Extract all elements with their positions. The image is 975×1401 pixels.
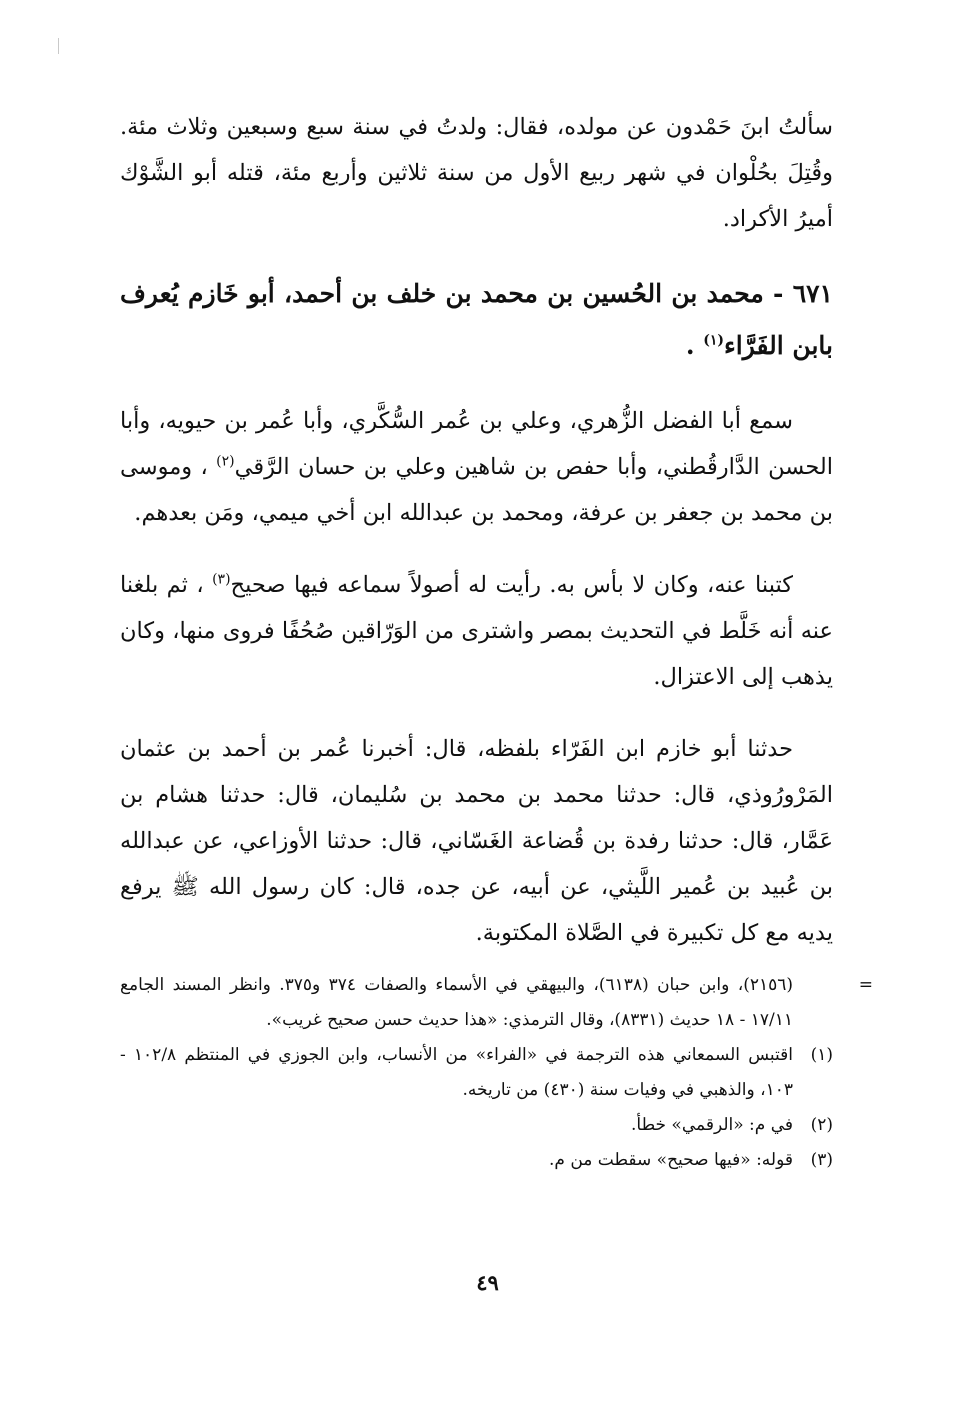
- footnote-1: [120, 1038, 833, 1108]
- footnote-continuation: [120, 968, 873, 1038]
- paragraph-birth-death: سألتُ ابنَ حَمْدون عن مولده، فقال: ولدتُ في سنة سبع وسبعين وثلاث مئة. وقُتِلَ بحُلْوان في شهر ربيع الأول من سنة ثلاثين وأربع مئة، قتله أبو الشَّوْك أميرُ الأكراد.: [120, 114, 833, 232]
- footnote-continuation-text: (٢١٥٦)، وابن حبان (٦١٣٨)، والبيهقي في الأسماء والصفات ٣٧٤ و٣٧٥. وانظر المسند الجامع ١٧/١١ - ١٨ حديث (٨٣٣١)، وقال الترمذي: «هذا حديث حسن صحيح غريب».: [120, 975, 793, 1030]
- footnote-number: (١): [810, 1045, 833, 1065]
- scan-mark: [58, 38, 59, 54]
- footnote-ref-3: (٣): [212, 571, 231, 588]
- main-text: [120, 104, 833, 982]
- continuation-marker: =: [858, 975, 873, 995]
- teachers-text-1: سمع أبا الفضل الزُّهري، وعلي بن عُمر السُّكَّري، وأبا عُمر بن حيويه، وأبا الحسن الدَّارقُطني، وأبا حفص بن شاهين وعلي بن حسان الرَّقي: [120, 408, 833, 480]
- footnote-2: [120, 1108, 833, 1143]
- teachers-text-2: ، وموسى بن محمد بن جعفر بن عرفة، ومحمد بن عبدالله ابن أخي ميمي، ومَن بعدهم.: [120, 454, 833, 526]
- assessment-text-1: كتبنا عنه، وكان لا بأس به. رأيت له أصولاً سماعه فيها صحيح: [230, 572, 793, 598]
- paragraph-hadith: حدثنا أبو خازم ابن الفَرّاء بلفظه، قال: أخبرنا عُمر بن أحمد بن عثمان المَرْورُوذي، قال: حدثنا محمد بن محمد بن سُليمان، قال: حدثنا هشام بن عَمَّار، قال: حدثنا رفدة بن قُضاعة الغَسّاني، قال: حدثنا الأوزاعي، عن عبدالله بن عُبيد بن عُمير اللَّيثي، عن أبيه، عن جده، قال: كان رسول الله ﷺ يرفع يديه مع كل تكبيرة في الصَّلاة المكتوبة.: [120, 736, 833, 946]
- footnotes: [120, 968, 873, 1178]
- paragraph-assessment: [120, 562, 833, 700]
- footnote-number: (٢): [810, 1115, 833, 1135]
- entry-heading-text: ٦٧١ - محمد بن الحُسين بن محمد بن خلف بن أحمد، أبو خَازم يُعرف بابن الفَرَّاء: [120, 279, 833, 360]
- footnote-number: (٣): [810, 1150, 833, 1170]
- footnote-ref-1: (١): [703, 332, 725, 349]
- footnote-text: قوله: «فيها صحيح» سقطت من م.: [549, 1150, 793, 1170]
- footnote-text: في م: «الرقمي» خطأ.: [630, 1115, 793, 1135]
- page-number: ٤٩: [476, 1270, 499, 1295]
- footnote-ref-2: (٢): [216, 453, 235, 470]
- footnote-text: اقتبس السمعاني هذه الترجمة في «الفراء» من الأنساب، وابن الجوزي في المنتظم ١٠٢/٨ - ١٠٣، والذهبي في وفيات سنة (٤٣٠) من تاريخه.: [120, 1045, 793, 1100]
- footnote-3: [120, 1143, 833, 1178]
- entry-heading-end: .: [685, 331, 704, 360]
- paragraph-teachers: [120, 398, 833, 536]
- entry-heading: [120, 268, 833, 372]
- assessment-text-2: ، ثم بلغنا عنه أنه خَلَّط في التحديث بمصر واشترى من الوَرّاقين صُحُفًا فروى منها، وكان يذهب إلى الاعتزال.: [120, 572, 833, 690]
